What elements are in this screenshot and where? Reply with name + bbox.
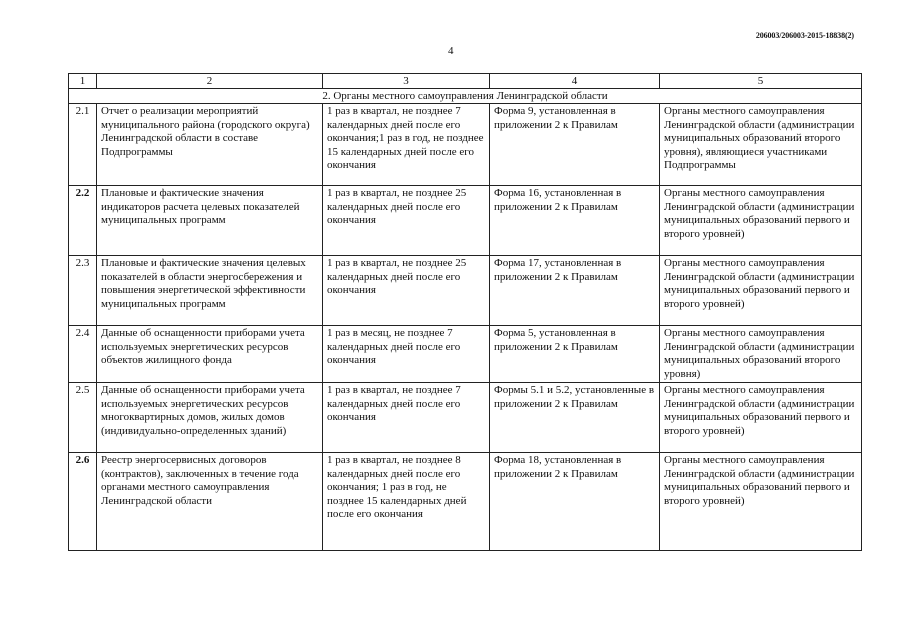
row-form: Форма 5, установленная в приложении 2 к Правилам (490, 326, 660, 383)
row-number: 2.6 (69, 453, 97, 551)
row-description: Плановые и фактические значения индикаторов расчета целевых показателей муниципальных программ (97, 186, 323, 256)
row-responsible: Органы местного самоуправления Ленинградской области (администрации муниципальных образований первого и второго уровней) (660, 186, 862, 256)
row-responsible: Органы местного самоуправления Ленинградской области (администрации муниципальных образований первого и второго уровней) (660, 383, 862, 453)
section-row (69, 89, 862, 104)
table-row (69, 453, 862, 551)
table-row (69, 256, 862, 326)
row-responsible: Органы местного самоуправления Ленинградской области (администрации муниципальных образований первого и второго уровней) (660, 453, 862, 551)
row-number: 2.4 (69, 326, 97, 383)
document-id: 206003/206003-2015-18838(2) (755, 31, 854, 40)
row-number: 2.2 (69, 186, 97, 256)
row-form: Форма 18, установленная в приложении 2 к Правилам (490, 453, 660, 551)
section-title: 2. Органы местного самоуправления Ленинградской области (69, 89, 862, 104)
table-header-row (69, 74, 862, 89)
row-frequency: 1 раз в месяц, не позднее 7 календарных дней после его окончания (323, 326, 490, 383)
row-form: Форма 17, установленная в приложении 2 к Правилам (490, 256, 660, 326)
header-cell: 3 (323, 74, 490, 89)
row-form: Формы 5.1 и 5.2, установленные в приложении 2 к Правилам (490, 383, 660, 453)
row-number: 2.5 (69, 383, 97, 453)
table-row (69, 383, 862, 453)
row-frequency: 1 раз в квартал, не позднее 7 календарных дней после его окончания (323, 383, 490, 453)
row-responsible: Органы местного самоуправления Ленинградской области (администрации муниципальных образований первого и второго уровней) (660, 256, 862, 326)
row-description: Плановые и фактические значения целевых показателей в области энергосбережения и повышения энергетической эффективности муниципальных программ (97, 256, 323, 326)
row-frequency: 1 раз в квартал, не позднее 8 календарных дней после его окончания; 1 раз в год, не позднее 15 календарных дней после его окончания (323, 453, 490, 551)
page-number: 4 (448, 45, 454, 57)
row-description: Данные об оснащенности приборами учета используемых энергетических ресурсов многоквартирных домов, жилых домов (индивидуально-определенных зданий) (97, 383, 323, 453)
reporting-table (68, 73, 862, 551)
row-form: Форма 16, установленная в приложении 2 к Правилам (490, 186, 660, 256)
row-responsible: Органы местного самоуправления Ленинградской области (администрации муниципальных образований второго уровня) (660, 326, 862, 383)
row-number: 2.3 (69, 256, 97, 326)
row-description: Реестр энергосервисных договоров (контрактов), заключенных в течение года органами местного самоуправления Ленинградской области (97, 453, 323, 551)
table-row (69, 326, 862, 383)
row-responsible: Органы местного самоуправления Ленинградской области (администрации муниципальных образований второго уровня), являющиеся участниками Подпрограммы (660, 104, 862, 186)
table-row (69, 186, 862, 256)
row-frequency: 1 раз в квартал, не позднее 7 календарных дней после его окончания;1 раз в год, не позднее 15 календарных дней после его окончания (323, 104, 490, 186)
row-description: Данные об оснащенности приборами учета используемых энергетических ресурсов объектов жилищного фонда (97, 326, 323, 383)
header-cell: 4 (490, 74, 660, 89)
row-frequency: 1 раз в квартал, не позднее 25 календарных дней после его окончания (323, 186, 490, 256)
header-cell: 2 (97, 74, 323, 89)
header-cell: 1 (69, 74, 97, 89)
header-cell: 5 (660, 74, 862, 89)
row-number: 2.1 (69, 104, 97, 186)
row-description: Отчет о реализации мероприятий муниципального района (городского округа) Ленинградской области в составе Подпрограммы (97, 104, 323, 186)
table-row (69, 104, 862, 186)
row-frequency: 1 раз в квартал, не позднее 25 календарных дней после его окончания (323, 256, 490, 326)
row-form: Форма 9, установленная в приложении 2 к Правилам (490, 104, 660, 186)
